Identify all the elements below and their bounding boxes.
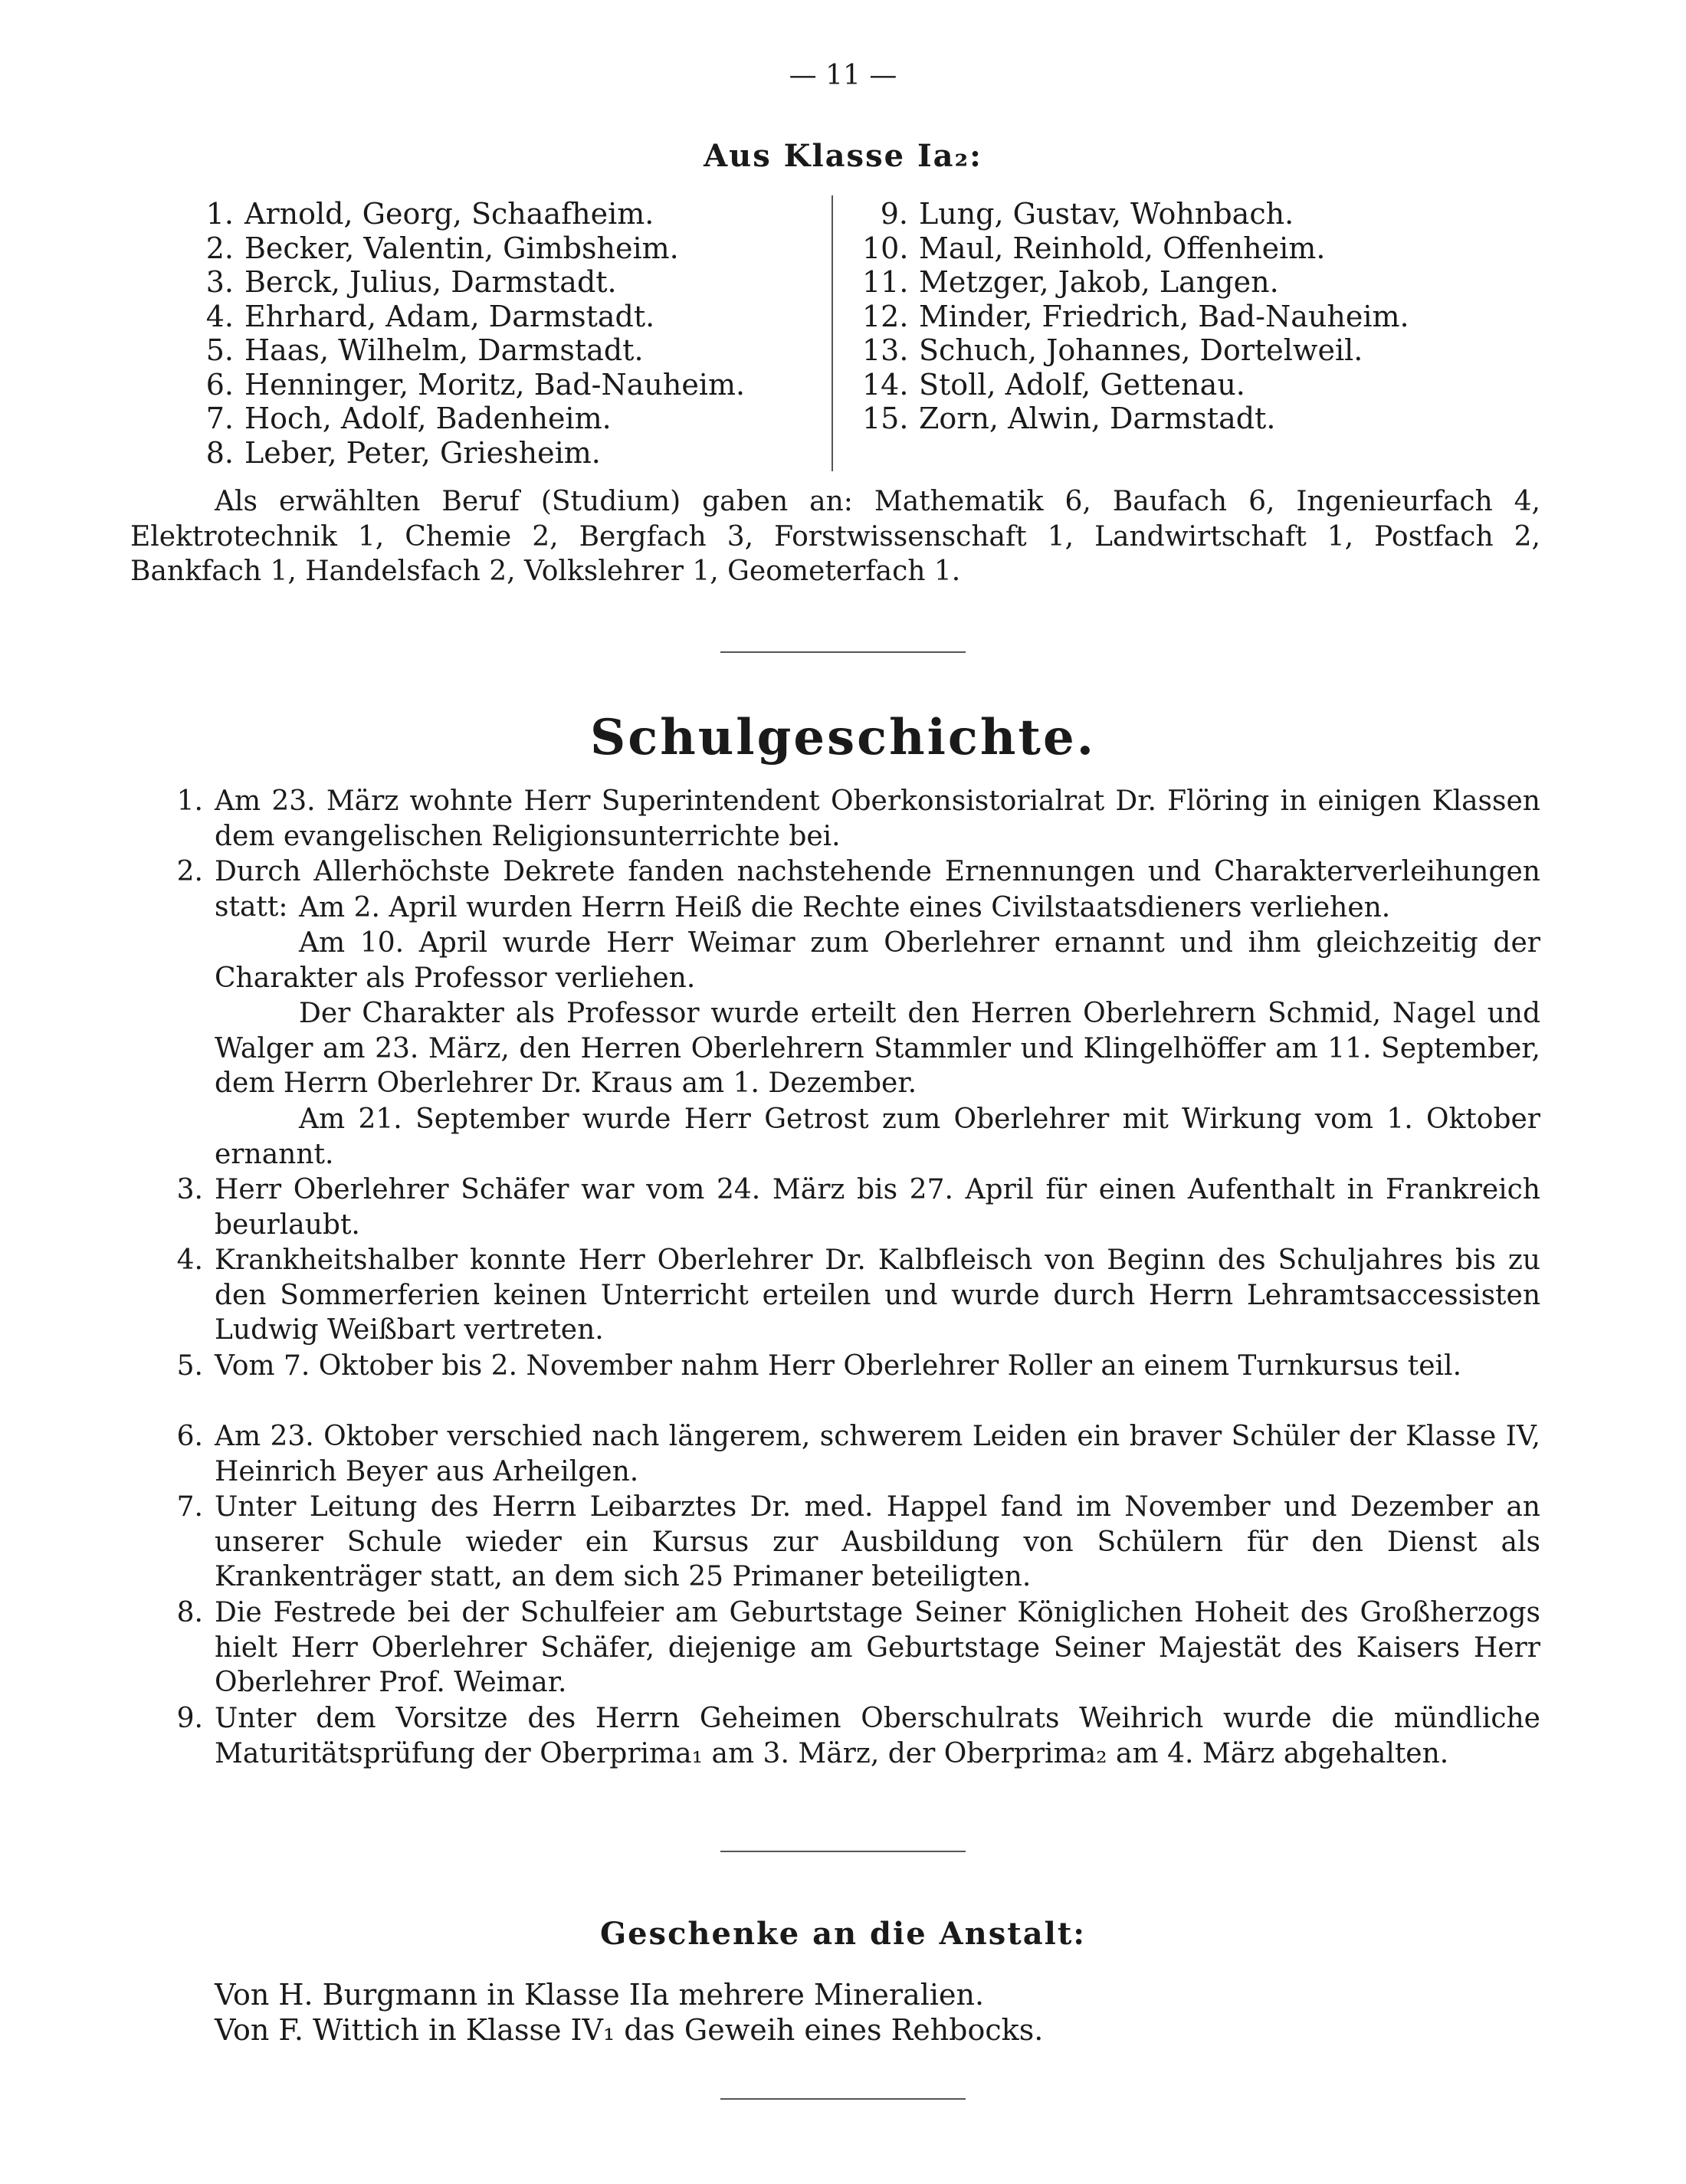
list-item: 7. Hoch, Adolf, Badenheim. — [205, 402, 612, 435]
list-item: 3. Berck, Julius, Darmstadt. — [205, 265, 617, 299]
student-list-right — [862, 197, 1409, 436]
history-item-2-sub-4: Am 21. September wurde Herr Getrost zum Oberlehrer mit Wirkung vom 1. Oktober ernannt. — [215, 1103, 1540, 1170]
history-item-5: 5. Vom 7. Oktober bis 2. November nahm Herr Oberlehrer Roller an einem Turnkursus teil. — [176, 1350, 1462, 1382]
history-item-8: 8. Die Festrede bei der Schulfeier am Geburtstage Seiner Königlichen Hoheit des Großherzogs hielt Herr Oberlehrer Schäfer, diejenige am Geburtstage Seiner Majestät des Kaisers Herr Oberlehrer Prof. Weimar. — [176, 1597, 1540, 1698]
history-item-4: 4. Krankheitshalber konnte Herr Oberlehrer Dr. Kalbfleisch von Beginn des Schuljahres bis zu den Sommerferien keinen Unterricht erteilen und wurde durch Herrn Lehramtsaccessisten Ludwig Weißbart vertreten. — [176, 1244, 1540, 1346]
history-item-6: 6. Am 23. Oktober verschied nach längerem, schwerem Leiden ein braver Schüler der Klasse IV, Heinrich Beyer aus Arheilgen. — [176, 1421, 1540, 1487]
list-item: 8. Leber, Peter, Griesheim. — [205, 435, 601, 470]
section-divider — [720, 651, 966, 653]
career-paragraph: Als erwählten Beruf (Studium) gaben an: Mathematik 6, Baufach 6, Ingenieurfach 4, Elektrotechnik 1, Chemie 2, Bergfach 3, Forstwissenschaft 1, Landwirtschaft 1, Postfach 2, Bankfach 1, Handelsfach 2, Volkslehrer 1, Geometerfach 1. — [130, 486, 1540, 587]
list-item: 11. Metzger, Jakob, Langen. — [862, 265, 1279, 299]
list-item: 12. Minder, Friedrich, Bad-Nauheim. — [862, 299, 1409, 333]
history-item-2: 2. Durch Allerhöchste Dekrete fanden nachstehende Ernennungen und Charakterverleihungen statt: — [176, 856, 1540, 923]
history-item-7: 7. Unter Leitung des Herrn Leibarztes Dr. med. Happel fand im November und Dezember an unserer Schule wieder ein Kursus zur Ausbildung von Schülern für den Dienst als Krankenträger statt, an dem sich 25 Primaner beteiligten. — [176, 1491, 1540, 1592]
column-divider — [832, 195, 833, 471]
section-divider — [720, 1851, 966, 1852]
list-item: 15. Zorn, Alwin, Darmstadt. — [862, 402, 1276, 435]
list-item: 10. Maul, Reinhold, Offenheim. — [862, 231, 1326, 265]
list-item: 2. Becker, Valentin, Gimbsheim. — [205, 231, 679, 265]
list-item: 4. Ehrhard, Adam, Darmstadt. — [205, 299, 655, 333]
section-divider — [720, 2098, 966, 2100]
history-item-1: 1. Am 23. März wohnte Herr Superintendent Oberkonsistorialrat Dr. Flöring in einigen Klassen dem evangelischen Religionsunterrichte bei. — [176, 785, 1540, 852]
history-item-2-sub-2: Am 10. April wurde Herr Weimar zum Oberlehrer ernannt und ihm gleichzeitig der Charakter als Professor verliehen. — [215, 927, 1540, 994]
list-item: 1. Arnold, Georg, Schaafheim. — [205, 197, 654, 231]
gift-item-2: Von F. Wittich in Klasse IV₁ das Geweih eines Rehbocks. — [215, 2013, 1044, 2047]
list-item: 9. Lung, Gustav, Wohnbach. — [880, 197, 1294, 231]
history-item-2-sub-3: Der Charakter als Professor wurde erteilt den Herren Oberlehrern Schmid, Nagel und Walger am 23. März, den Herren Oberlehrern Stammler und Klingelhöffer am 11. September, dem Herrn Oberlehrer Dr. Kraus am 1. Dezember. — [215, 998, 1540, 1099]
list-item: 14. Stoll, Adolf, Gettenau. — [862, 367, 1245, 402]
list-item: 6. Henninger, Moritz, Bad-Nauheim. — [205, 367, 746, 402]
class-heading: Aus Klasse Ia₂: — [704, 138, 982, 174]
list-item: 13. Schuch, Johannes, Dortelweil. — [862, 333, 1363, 367]
student-list-left — [188, 197, 745, 470]
history-item-9: 9. Unter dem Vorsitze des Herrn Geheimen Oberschulrats Weihrich wurde die mündliche Maturitätsprüfung der Oberprima₁ am 3. März, der Oberprima₂ am 4. März abgehalten. — [176, 1703, 1540, 1769]
gifts-heading: Geschenke an die Anstalt: — [599, 1916, 1087, 1952]
gift-item-1: Von H. Burgmann in Klasse IIa mehrere Mineralien. — [215, 1978, 985, 2012]
list-item: 5. Haas, Wilhelm, Darmstadt. — [205, 333, 644, 367]
history-item-3: 3. Herr Oberlehrer Schäfer war vom 24. März bis 27. April für einen Aufenthalt in Frankreich beurlaubt. — [176, 1174, 1540, 1241]
page-number: — 11 — — [789, 60, 897, 91]
history-item-2-sub-1: Am 2. April wurden Herrn Heiß die Rechte eines Civilstaatsdieners verliehen. — [299, 892, 1391, 923]
history-heading: Schulgeschichte. — [590, 709, 1096, 766]
